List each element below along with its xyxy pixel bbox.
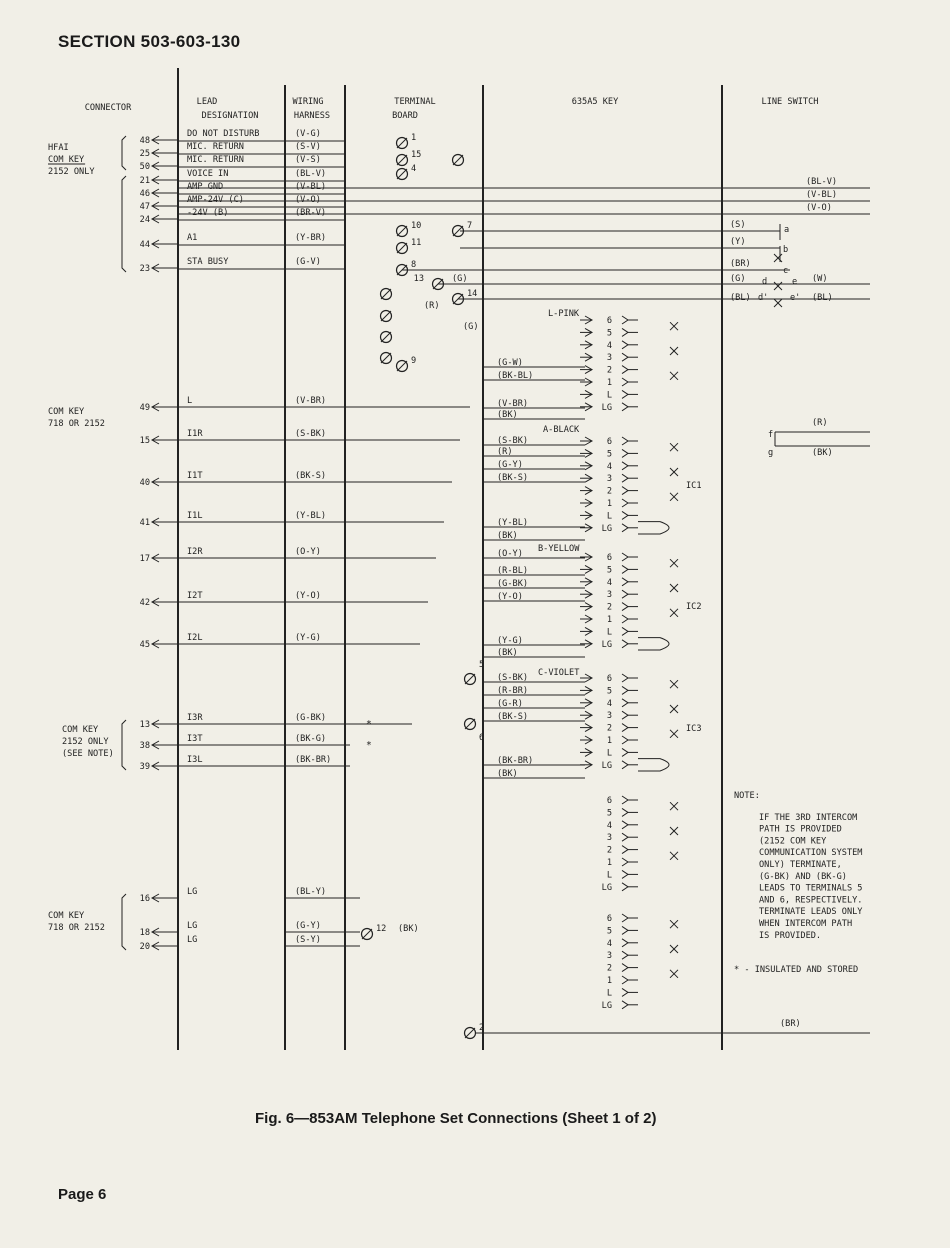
contact-label: e [792,277,798,287]
key-spring [622,858,628,866]
connector-group-label: (SEE NOTE) [62,749,114,759]
harness-color: (S-V) [295,142,321,152]
key-terminal-number: 2 [606,723,612,734]
terminal-header-2: BOARD [392,111,418,121]
connector-group-label: 718 OR 2152 [48,419,105,429]
terminal-number: 10 [411,221,422,231]
key-wire-color: (R-BL) [497,566,529,576]
key-wire-color: (R-BR) [497,686,529,696]
note-line: PATH IS PROVIDED [759,824,842,835]
harness-color: (S-BK) [295,429,327,439]
lead-designation: I1T [187,471,203,481]
harness-color: (BL-Y) [295,887,327,897]
connector-pin: 41 [139,518,150,528]
key-header: 635A5 KEY [571,97,619,107]
key-spring [622,403,628,411]
harness-color: (V-BL) [295,182,327,192]
terminal-number: 11 [411,238,422,248]
key-wire-color: (BK) [497,769,518,779]
key-terminal-number: 4 [606,461,612,472]
key-spring [622,821,628,829]
key-spring [622,462,628,470]
line-switch-header: LINE SWITCH [761,97,819,107]
key-spring [622,341,628,349]
connector-group-label: HFAI [48,143,69,153]
line-switch-lead: (G) [730,274,746,284]
key-terminal-number: 4 [606,820,612,831]
lead-designation: LG [187,887,198,897]
key-spring [622,711,628,719]
contact-label: g [768,448,774,458]
key-name: C-VIOLET [538,668,580,678]
key-wire-color: (BK) [497,648,518,658]
line-switch-lead: (S) [730,220,746,230]
key-terminal-number: 5 [606,328,612,339]
harness-color: (BK-S) [295,471,327,481]
key-spring [622,926,628,934]
connector-group-label: COM KEY [48,911,85,921]
key-spring [622,627,628,635]
lead-designation: I1R [187,429,203,439]
group-bracket [122,894,126,950]
key-spring [622,686,628,694]
connector-pin: 39 [139,762,150,772]
key-terminal-number: 3 [606,833,612,844]
terminal-number: 7 [467,221,473,231]
connector-pin: 45 [139,640,150,650]
key-terminal-number: 5 [606,926,612,937]
key-terminal-number: 4 [606,577,612,588]
terminal-number: 6 [479,733,485,743]
key-spring [622,603,628,611]
key-spring [622,951,628,959]
connector-pin: 46 [139,189,150,199]
connector-pin: 23 [139,264,150,274]
key-wire-color: (G-Y) [497,460,523,470]
key-spring [622,883,628,891]
key-name: B-YELLOW [538,544,580,554]
line-switch-wire-label: (V-BL) [806,190,838,200]
contact-label: e' [790,293,801,303]
connector-pin: 20 [139,942,150,952]
key-wire-color: (BK-S) [497,712,529,722]
key-spring [622,328,628,336]
key-terminal-number: LG [601,882,612,893]
connector-pin: 42 [139,598,150,608]
connector-pin: 16 [139,894,150,904]
key-spring [622,487,628,495]
key-terminal-number: 6 [606,674,612,684]
key-spring [622,565,628,573]
key-terminal-number: 5 [606,686,612,697]
terminal-color: (G) [463,322,479,332]
terminal-number: 9 [411,356,417,366]
line-switch-lead: (BL) [730,293,751,303]
connector-group-label: 718 OR 2152 [48,923,105,933]
harness-color: (S-Y) [295,935,321,945]
terminal-number: 13 [413,274,424,284]
key-spring [622,615,628,623]
key-terminal-number: 6 [606,553,612,563]
key-terminal-number: 2 [606,365,612,376]
contact-label: f [768,430,774,440]
intercom-label: IC1 [686,481,702,491]
lead-designation: I3L [187,755,203,765]
key-wire-color: (BK) [497,531,518,541]
key-terminal-number: 4 [606,938,612,949]
key-terminal-number: L [606,870,612,881]
key-terminal-number: LG [601,639,612,650]
line-switch-wire-label: (BL-V) [806,177,838,187]
line-switch-lead: (Y) [730,237,746,247]
intercom-label: IC2 [686,602,702,612]
connector-pin: 17 [139,554,150,564]
connector-pin: 24 [139,215,150,225]
key-spring [622,511,628,519]
insulated-mark: * [366,719,372,730]
lead-designation: I2R [187,547,203,557]
harness-color: (G-V) [295,257,321,267]
key-wire-color: (S-BK) [497,436,529,446]
harness-color: (V-BR) [295,396,327,406]
key-terminal-number: 5 [606,565,612,576]
harness-color: (V-G) [295,129,321,139]
key-spring [622,1001,628,1009]
key-spring [622,833,628,841]
key-spring [622,964,628,972]
lead-designation: L [187,396,193,406]
key-terminal-number: 6 [606,796,612,806]
terminal-number: 8 [411,260,417,270]
key-wire-color: (O-Y) [497,549,523,559]
key-spring [622,524,628,532]
key-spring [622,761,628,769]
key-spring [622,640,628,648]
terminal-number: 12 [376,924,387,934]
key-terminal-number: 6 [606,437,612,447]
contact-label: b [783,245,789,255]
key-spring [622,808,628,816]
key-wire-color: (G-BK) [497,579,529,589]
key-terminal-number: 2 [606,602,612,613]
note-line: * - INSULATED AND STORED [734,965,859,975]
key-spring [622,976,628,984]
lamp-loop [638,759,669,771]
line-switch-lead: (BR) [780,1019,801,1029]
lead-designation: LG [187,935,198,945]
line-switch-lead: (W) [812,274,828,284]
group-bracket [122,176,126,272]
key-terminal-number: 1 [606,499,612,509]
line-switch-lead: (BR) [730,259,751,269]
key-terminal-number: 3 [606,474,612,485]
lead-designation: I3T [187,734,203,744]
connector-pin: 25 [139,149,150,159]
harness-color: (G-Y) [295,921,321,931]
key-terminal-number: 6 [606,914,612,924]
line-switch-lead: (R) [812,418,828,428]
harness-color: (V-S) [295,155,321,165]
key-wire-color: (BK) [497,410,518,420]
connector-group-label: COM KEY [62,725,99,735]
lead-designation: I3R [187,713,203,723]
connector-pin: 13 [139,720,150,730]
lamp-loop [638,522,669,534]
key-terminal-number: 5 [606,449,612,460]
harness-color: (Y-G) [295,633,321,643]
key-spring [622,699,628,707]
lead-header-2: DESIGNATION [201,111,259,121]
key-terminal-number: 1 [606,615,612,625]
key-wire-color: (G-R) [497,699,523,709]
key-wire-color: (Y-BL) [497,518,529,528]
key-spring [622,353,628,361]
key-terminal-number: 2 [606,963,612,974]
connector-pin: 15 [139,436,150,446]
key-name: A-BLACK [543,425,580,435]
harness-color: (Y-BL) [295,511,327,521]
terminal-number: 4 [411,164,417,174]
connector-pin: 18 [139,928,150,938]
line-switch-lead: (BL) [812,293,833,303]
lead-designation: STA BUSY [187,257,229,267]
connector-group-label: 2152 ONLY [48,167,95,177]
note-line: AND 6, RESPECTIVELY. [759,895,863,906]
harness-color: (BR-V) [295,208,327,218]
key-terminal-number: 2 [606,486,612,497]
contact-label: a [784,225,790,235]
key-spring [622,390,628,398]
connector-pin: 48 [139,136,150,146]
key-terminal-number: 4 [606,698,612,709]
note-line: IF THE 3RD INTERCOM [759,812,858,823]
group-bracket [122,136,126,170]
line-switch-lead: (BK) [812,448,833,458]
connector-pin: 21 [139,176,150,186]
key-spring [622,796,628,804]
connector-pin: 49 [139,403,150,413]
key-terminal-number: L [606,390,612,401]
lead-header: LEAD [196,97,218,107]
line-switch-wire-label: (V-O) [806,203,832,213]
connector-group-label: COM KEY [48,407,85,417]
key-spring [622,870,628,878]
harness-color: (G-BK) [295,713,327,723]
contact-label: d [762,277,768,287]
note-line: (2152 COM KEY [759,836,827,847]
key-spring [622,316,628,324]
key-name: L-PINK [548,309,580,319]
key-terminal-number: 3 [606,353,612,364]
note-line: (G-BK) AND (BK-G) [759,871,847,882]
key-spring [622,553,628,561]
key-terminal-number: L [606,988,612,999]
key-terminal-number: L [606,748,612,759]
key-terminal-number: LG [601,760,612,771]
terminal-number: 1 [411,133,417,143]
key-terminal-number: LG [601,523,612,534]
note-line: NOTE: [734,791,760,801]
lead-designation: I1L [187,511,203,521]
connector-group-label: 2152 ONLY [62,737,109,747]
key-spring [622,724,628,732]
key-terminal-number: 1 [606,858,612,868]
key-spring [622,499,628,507]
key-wire-color: (V-BR) [497,399,529,409]
terminal-number: 2 [479,1023,485,1033]
terminal-number: 5 [479,660,485,670]
wiring-header-2: HARNESS [293,111,331,121]
connector-group-label: COM KEY [48,155,85,165]
note-line: IS PROVIDED. [759,930,822,941]
lead-designation: I2L [187,633,203,643]
terminal-color: (R) [424,301,440,311]
key-spring [622,590,628,598]
key-terminal-number: 4 [606,340,612,351]
key-terminal-number: 3 [606,951,612,962]
lead-designation: -24V (B) [187,208,229,218]
note-line: TERMINATE LEADS ONLY [759,907,863,918]
key-wire-color: (BK-BR) [497,756,534,766]
insulated-mark: * [366,740,372,751]
contact-label: d' [758,293,769,303]
lead-designation: I2T [187,591,203,601]
key-terminal-number: 1 [606,736,612,746]
connector-pin: 38 [139,741,150,751]
lead-designation: LG [187,921,198,931]
key-wire-color: (Y-G) [497,636,523,646]
lead-designation: MIC. RETURN [187,155,244,165]
key-wire-color: (BK-S) [497,473,529,483]
key-spring [622,914,628,922]
key-spring [622,736,628,744]
harness-color: (BK-G) [295,734,327,744]
connector-pin: 44 [139,240,150,250]
key-terminal-number: 6 [606,316,612,326]
terminal-number: 15 [411,150,422,160]
connector-pin: 47 [139,202,150,212]
key-spring [622,366,628,374]
lead-designation: DO NOT DISTURB [187,129,260,139]
section-heading: SECTION 503-603-130 [58,32,241,51]
note-line: ONLY) TERMINATE, [759,860,842,870]
lamp-loop [638,638,669,650]
key-terminal-number: L [606,627,612,638]
connector-pin: 50 [139,162,150,172]
key-spring [622,939,628,947]
key-wire-color: (S-BK) [497,673,529,683]
harness-color: (O-Y) [295,547,321,557]
key-spring [622,674,628,682]
terminal-number: 14 [467,289,478,299]
key-terminal-number: 3 [606,590,612,601]
key-spring [622,437,628,445]
group-bracket [122,720,126,770]
note-line: LEADS TO TERMINALS 5 [759,883,863,894]
key-terminal-number: 5 [606,808,612,819]
lead-designation: AMP GND [187,182,224,192]
lead-designation: VOICE IN [187,169,229,179]
harness-color: (Y-BR) [295,233,327,243]
intercom-label: IC3 [686,724,702,734]
key-terminal-number: 3 [606,711,612,722]
lead-designation: MIC. RETURN [187,142,244,152]
harness-color: (Y-O) [295,591,321,601]
harness-color: (V-O) [295,195,321,205]
key-wire-color: (G-W) [497,358,523,368]
connector-header: CONNECTOR [84,103,132,113]
key-wire-color: (Y-O) [497,592,523,602]
terminal-color: (BK) [398,924,419,934]
key-spring [622,449,628,457]
key-terminal-number: 1 [606,378,612,388]
key-spring [622,474,628,482]
wiring-header: WIRING [292,97,324,107]
key-terminal-number: LG [601,1000,612,1011]
terminal-color: (G) [452,274,468,284]
terminal-header: TERMINAL [394,97,436,107]
page-number: Page 6 [58,1186,107,1203]
key-spring [622,378,628,386]
lead-designation: A1 [187,233,198,243]
key-spring [622,846,628,854]
harness-color: (BK-BR) [295,755,332,765]
lead-designation: AMP-24V (C) [187,195,244,205]
note-line: WHEN INTERCOM PATH [759,919,853,929]
key-spring [622,988,628,996]
key-terminal-number: L [606,511,612,522]
key-spring [622,578,628,586]
figure-caption: Fig. 6—853AM Telephone Set Connections (Sheet 1 of 2) [255,1110,657,1127]
contact-label: c [783,266,789,276]
key-wire-color: (BK-BL) [497,371,534,381]
key-terminal-number: 1 [606,976,612,986]
key-spring [622,748,628,756]
note-line: COMMUNICATION SYSTEM [759,848,863,859]
key-terminal-number: 2 [606,845,612,856]
harness-color: (BL-V) [295,169,327,179]
key-wire-color: (R) [497,447,513,457]
connector-pin: 40 [139,478,150,488]
key-terminal-number: LG [601,402,612,413]
